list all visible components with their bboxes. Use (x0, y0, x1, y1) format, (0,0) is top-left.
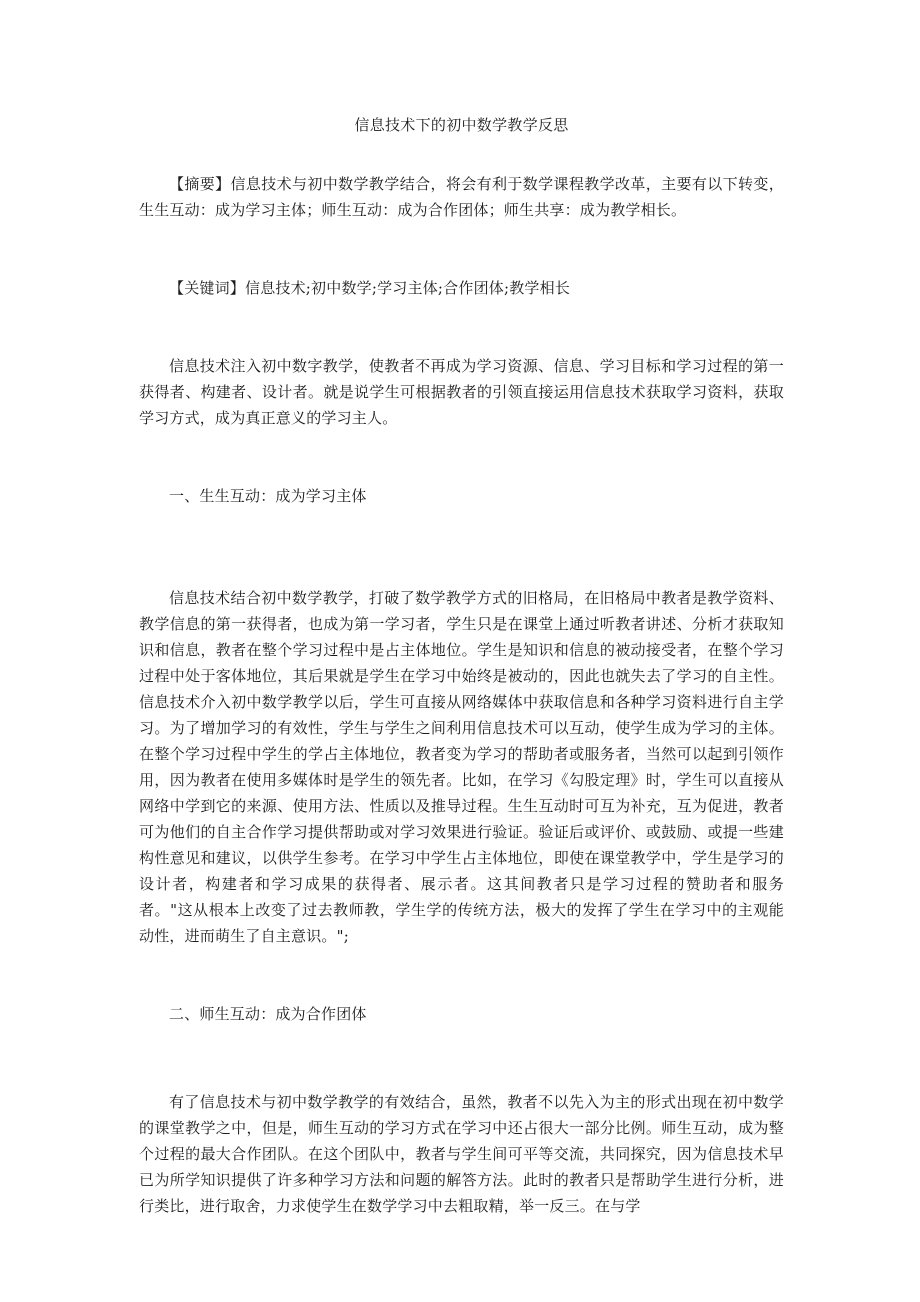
spacer (139, 509, 784, 585)
spacer (139, 223, 784, 275)
section-body-1: 信息技术结合初中数学教学，打破了数学教学方式的旧格局，在旧格局中教者是教学资料、教学信息的第一获得者，也成为第一学习者，学生只是在课堂上通过听教者讲述、分析才获取知识和信息，教者在整个学习过程中是占主体地位。学生是知识和信息的被动接受者，在整个学习过程中处于客体地位，其后果就是学生在学习中始终是被动的，因此也就失去了学习的自主性。信息技术介入初中数学教学以后，学生可直接从网络媒体中获取信息和各种学习资料进行自主学习。为了增加学习的有效性，学生与学生之间利用信息技术可以互动，使学生成为学习的主体。在整个学习过程中学生的学占主体地位，教者变为学习的帮助者或服务者，当然可以起到引领作用，因为教者在使用多媒体时是学生的领先者。比如，在学习《勾股定理》时，学生可以直接从网络中学到它的来源、使用方法、性质以及推导过程。生生互动时可互为补充，互为促进，教者可为他们的自主合作学习提供帮助或对学习效果进行验证。验证后或评价、或鼓励、或提一些建构性意见和建议，以供学生参考。在学习中学生占主体地位，即使在课堂教学中，学生是学习的设计者，构建者和学习成果的获得者、展示者。这其间教者只是学习过程的赞助者和服务者。"这从根本上改变了过去教师教，学生学的传统方法，极大的发挥了学生在学习中的主观能动性，进而萌生了自主意识。"; (139, 589, 784, 945)
spacer (139, 301, 784, 353)
keywords-paragraph: 【关键词】信息技术;初中数学;学习主体;合作团体;教学相长 (169, 279, 571, 297)
spacer (139, 949, 784, 1001)
document-body (139, 112, 784, 1219)
intro-paragraph: 信息技术注入初中数字教学，使教者不再成为学习资源、信息、学习目标和学习过程的第一获得者、构建者、设计者。就是说学生可根据教者的引领直接运用信息技术获取学习资料，获取学习方式，成为真正意义的学习主人。 (139, 357, 784, 427)
abstract-paragraph: 【摘要】信息技术与初中数学教学结合，将会有利于数学课程教学改革，主要有以下转变，生生互动：成为学习主体；师生互动：成为合作团体；师生共享：成为教学相长。 (139, 175, 784, 219)
section-heading-2: 二、师生互动：成为合作团体 (169, 1005, 367, 1023)
document-title: 信息技术下的初中数学教学反思 (354, 116, 569, 134)
spacer (139, 431, 784, 483)
section-body-2: 有了信息技术与初中数学教学的有效结合，虽然，教者不以先入为主的形式出现在初中数学的课堂教学之中，但是，师生互动的学习方式在学习中还占很大一部分比例。师生互动，成为整个过程的最大合作团队。在这个团队中，教者与学生间可平等交流，共同探究，因为信息技术早已为所学知识提供了许多种学习方法和问题的解答方法。此时的教者只是帮助学生进行分析，进行类比，进行取舍，力求使学生在数学学习中去粗取精，举一反三。在与学 (139, 1093, 784, 1215)
section-heading-1: 一、生生互动：成为学习主体 (169, 487, 367, 505)
spacer (139, 1027, 784, 1089)
